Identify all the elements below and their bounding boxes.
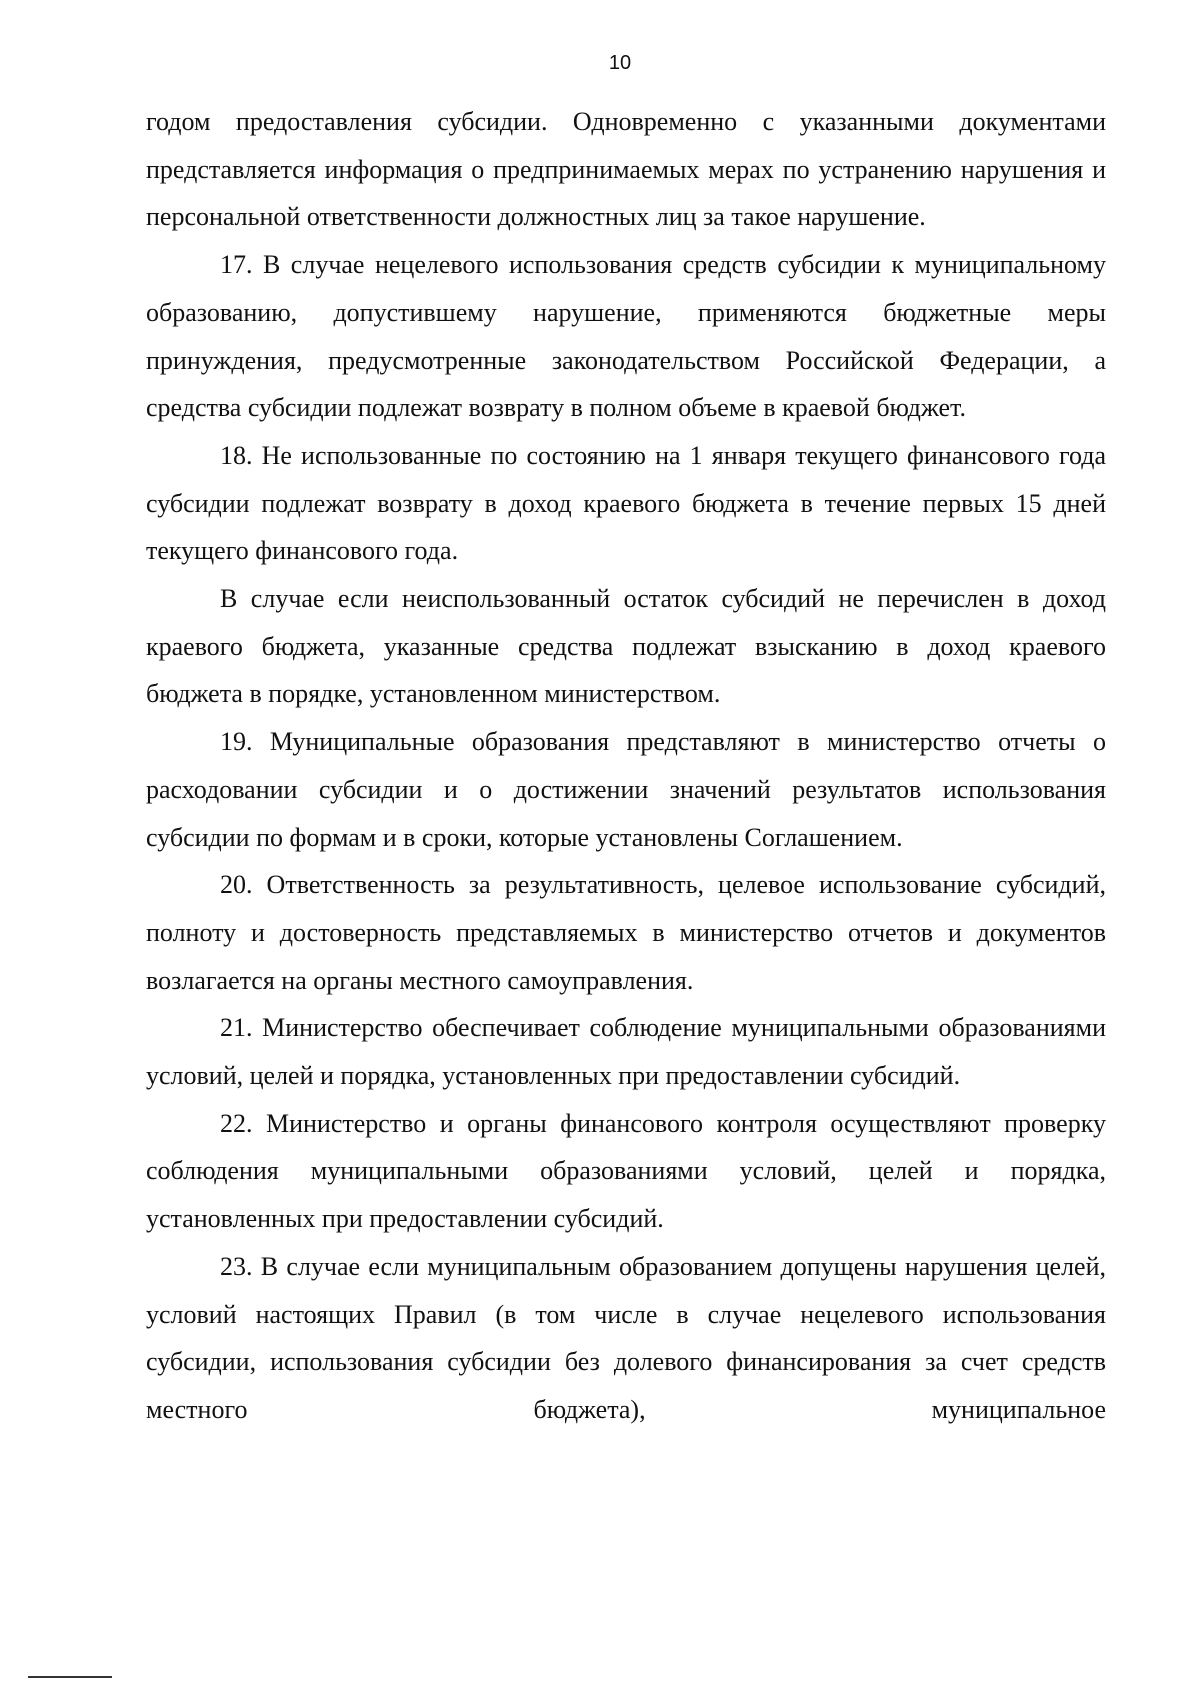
- paragraph-20: 20. Ответственность за результативность, целевое использование субсидий, полноту и достоверность представляемых в министерство отчетов и документов возлагается на органы местного самоуправления.: [146, 870, 1106, 995]
- paragraph-18-continued: В случае если неиспользованный остаток субсидий не перечислен в доход краевого бюджета, указанные средства подлежат взысканию в доход краевого бюджета в порядке, установленном министерством.: [146, 584, 1106, 709]
- paragraph-18: 18. Не использованные по состоянию на 1 января текущего финансового года субсидии подлежат возврату в доход краевого бюджета в течение первых 15 дней текущего финансового года.: [146, 440, 1106, 566]
- paragraph-23: 23. В случае если муниципальным образованием допущены нарушения целей, условий настоящих Правил (в том числе в случае нецелевого использования субсидии, использования субсидии без долевого финансирования за счет средств местного бюджета), муниципальное: [146, 1251, 1106, 1424]
- paragraph-19: 19. Муниципальные образования представляют в министерство отчеты о расходовании субсидии и о достижении значений результатов использования субсидии по формам и в сроки, которые установлены Соглашением.: [146, 727, 1106, 852]
- paragraph-17: 17. В случае нецелевого использования средств субсидии к муниципальному образованию, допустившему нарушение, применяются бюджетные меры принуждения, предусмотренные законодательством Российской Федерации, а средства субсидии подлежат возврату в полном объеме в краевой бюджет.: [146, 250, 1106, 423]
- paragraph-21: 21. Министерство обеспечивает соблюдение муниципальными образованиями условий, целей и порядка, установленных при предоставлении субсидий.: [146, 1013, 1106, 1091]
- page-number: 10: [608, 52, 632, 74]
- paragraph-continuation: годом предоставления субсидии. Одновременно с указанными документами представляется информация о предпринимаемых мерах по устранению нарушения и персональной ответственности должностных лиц за такое нарушение.: [146, 107, 1106, 232]
- document-body: [146, 98, 1106, 1434]
- paragraph-22: 22. Министерство и органы финансового контроля осуществляют проверку соблюдения муниципальными образованиями условий, целей и порядка, установленных при предоставлении субсидий.: [146, 1108, 1106, 1234]
- footer-rule: [28, 1676, 112, 1678]
